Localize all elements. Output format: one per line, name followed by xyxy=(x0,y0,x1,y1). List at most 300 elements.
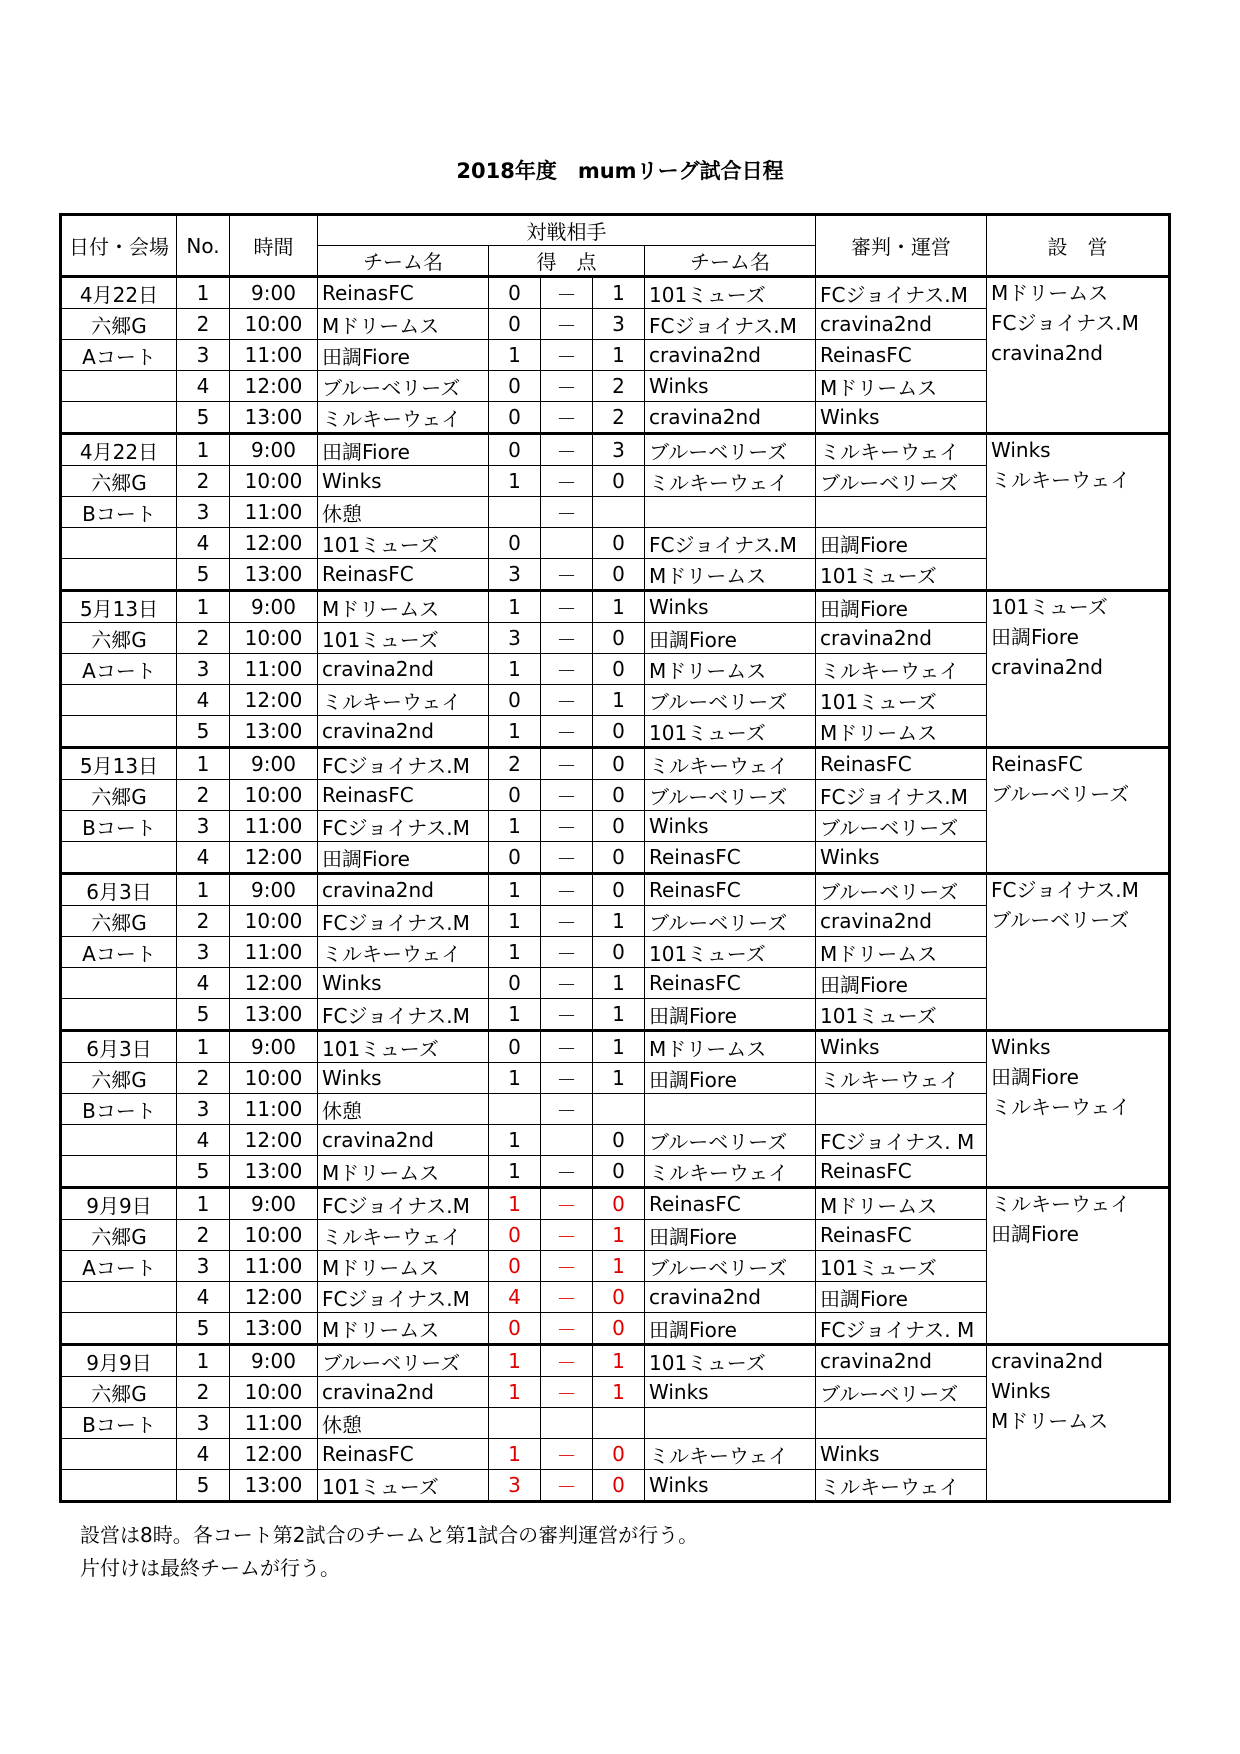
match-no: 3 xyxy=(177,654,230,685)
match-no: 1 xyxy=(177,748,230,780)
team1-name: ブルーベリーズ xyxy=(318,1345,489,1377)
team2-name xyxy=(645,497,816,528)
team2-name: ミルキーウェイ xyxy=(645,466,816,497)
score-separator: － xyxy=(541,1031,593,1063)
score-separator: － xyxy=(541,780,593,811)
referee-team: Mドリームス xyxy=(816,1188,987,1220)
table-row xyxy=(61,748,1170,780)
team1-name: 101ミューズ xyxy=(318,623,489,654)
score-separator: － xyxy=(541,591,593,623)
score-home: 1 xyxy=(489,1063,541,1094)
team2-name: Winks xyxy=(645,591,816,623)
score-away: 3 xyxy=(593,434,645,466)
match-time: 11:00 xyxy=(230,1251,318,1282)
match-no: 3 xyxy=(177,937,230,968)
referee-team: ミルキーウェイ xyxy=(816,1063,987,1094)
score-home: 1 xyxy=(489,874,541,906)
score-away: 1 xyxy=(593,1345,645,1377)
match-time: 10:00 xyxy=(230,623,318,654)
match-time: 10:00 xyxy=(230,466,318,497)
setup-teams xyxy=(987,874,1170,1031)
score-separator: － xyxy=(541,340,593,371)
match-time: 12:00 xyxy=(230,968,318,999)
match-time: 11:00 xyxy=(230,654,318,685)
team2-name xyxy=(645,1408,816,1439)
referee-team: 田調Fiore xyxy=(816,1282,987,1313)
score-separator: － xyxy=(541,1188,593,1220)
referee-team: ブルーベリーズ xyxy=(816,811,987,842)
team1-name: 休憩 xyxy=(318,1408,489,1439)
header-referee: 審判・運営 xyxy=(816,215,987,277)
team1-name: ReinasFC xyxy=(318,780,489,811)
score-away: 1 xyxy=(593,1063,645,1094)
referee-team: ReinasFC xyxy=(816,1156,987,1188)
setup-team: 田調Fiore xyxy=(991,1065,1079,1089)
match-no: 4 xyxy=(177,1125,230,1156)
team1-name: 休憩 xyxy=(318,497,489,528)
score-away: 2 xyxy=(593,402,645,434)
score-home: 0 xyxy=(489,780,541,811)
match-time: 13:00 xyxy=(230,999,318,1031)
score-away: 0 xyxy=(593,528,645,559)
date-venue-cell: 4月22日 xyxy=(61,434,177,466)
referee-team: Winks xyxy=(816,1439,987,1470)
setup-team: ReinasFC xyxy=(991,752,1083,776)
score-separator: － xyxy=(541,1094,593,1125)
setup-team: 田調Fiore xyxy=(991,625,1079,649)
date-venue-cell: 六郷G xyxy=(61,309,177,340)
setup-teams xyxy=(987,591,1170,748)
setup-team: Mドリームス xyxy=(991,1409,1109,1433)
score-away: 1 xyxy=(593,906,645,937)
score-home xyxy=(489,497,541,528)
team2-name: 田調Fiore xyxy=(645,1220,816,1251)
match-time: 9:00 xyxy=(230,434,318,466)
score-away: 0 xyxy=(593,1282,645,1313)
date-venue-cell xyxy=(61,1470,177,1502)
date-venue-cell: Bコート xyxy=(61,1408,177,1439)
score-home: 0 xyxy=(489,402,541,434)
referee-team: cravina2nd xyxy=(816,623,987,654)
score-separator: － xyxy=(541,1063,593,1094)
score-home: 1 xyxy=(489,654,541,685)
score-home: 1 xyxy=(489,340,541,371)
score-separator: － xyxy=(541,623,593,654)
score-away xyxy=(593,497,645,528)
referee-team: ミルキーウェイ xyxy=(816,654,987,685)
match-no: 4 xyxy=(177,528,230,559)
score-home: 1 xyxy=(489,999,541,1031)
referee-team xyxy=(816,1094,987,1125)
team1-name: cravina2nd xyxy=(318,1377,489,1408)
team1-name: 101ミューズ xyxy=(318,1470,489,1502)
match-time: 9:00 xyxy=(230,1345,318,1377)
header-date-venue: 日付・会場 xyxy=(61,215,177,277)
date-venue-cell: 六郷G xyxy=(61,1220,177,1251)
score-separator: － xyxy=(541,1156,593,1188)
score-away: 0 xyxy=(593,937,645,968)
match-time: 9:00 xyxy=(230,874,318,906)
team1-name: cravina2nd xyxy=(318,716,489,748)
team2-name: Winks xyxy=(645,811,816,842)
score-home: 0 xyxy=(489,968,541,999)
table-row xyxy=(61,1188,1170,1220)
page-title: 2018年度 mumリーグ試合日程 xyxy=(456,159,784,183)
setup-team: ブルーベリーズ xyxy=(991,908,1130,932)
match-no: 2 xyxy=(177,1220,230,1251)
date-venue-cell xyxy=(61,1156,177,1188)
date-venue-cell: 4月22日 xyxy=(61,277,177,309)
score-separator: － xyxy=(541,685,593,716)
score-home: 1 xyxy=(489,466,541,497)
score-home: 0 xyxy=(489,685,541,716)
match-no: 5 xyxy=(177,716,230,748)
date-venue-cell: 六郷G xyxy=(61,780,177,811)
setup-team: ミルキーウェイ xyxy=(991,1192,1131,1216)
score-separator: － xyxy=(541,874,593,906)
match-no: 5 xyxy=(177,999,230,1031)
score-away: 1 xyxy=(593,1220,645,1251)
date-venue-cell: 5月13日 xyxy=(61,748,177,780)
score-away: 1 xyxy=(593,277,645,309)
match-time: 13:00 xyxy=(230,1470,318,1502)
match-no: 5 xyxy=(177,1156,230,1188)
referee-team: 101ミューズ xyxy=(816,685,987,716)
referee-team: Mドリームス xyxy=(816,716,987,748)
date-venue-cell: Bコート xyxy=(61,811,177,842)
score-home: 1 xyxy=(489,716,541,748)
score-home: 1 xyxy=(489,1125,541,1156)
score-home: 0 xyxy=(489,1313,541,1345)
match-no: 4 xyxy=(177,685,230,716)
table-row xyxy=(61,591,1170,623)
match-time: 9:00 xyxy=(230,591,318,623)
score-away: 1 xyxy=(593,340,645,371)
score-separator: － xyxy=(541,1470,593,1502)
match-time: 11:00 xyxy=(230,1094,318,1125)
match-no: 5 xyxy=(177,402,230,434)
score-away: 0 xyxy=(593,748,645,780)
score-away: 0 xyxy=(593,559,645,591)
date-venue-cell xyxy=(61,1439,177,1470)
team2-name: Mドリームス xyxy=(645,559,816,591)
date-venue-cell xyxy=(61,842,177,874)
match-time: 13:00 xyxy=(230,559,318,591)
date-venue-cell xyxy=(61,559,177,591)
team2-name: cravina2nd xyxy=(645,340,816,371)
team2-name: ReinasFC xyxy=(645,874,816,906)
score-separator: － xyxy=(541,1377,593,1408)
date-venue-cell xyxy=(61,685,177,716)
team1-name: Mドリームス xyxy=(318,309,489,340)
score-separator: － xyxy=(541,497,593,528)
team1-name: Mドリームス xyxy=(318,591,489,623)
setup-team: cravina2nd xyxy=(991,655,1103,679)
setup-team: FCジョイナス.M xyxy=(991,311,1139,335)
team2-name: FCジョイナス.M xyxy=(645,309,816,340)
match-no: 4 xyxy=(177,1282,230,1313)
match-time: 10:00 xyxy=(230,309,318,340)
header-time: 時間 xyxy=(230,215,318,277)
match-no: 3 xyxy=(177,811,230,842)
date-venue-cell: Aコート xyxy=(61,937,177,968)
note-line: 設営は8時。各コート第2試合のチームと第1試合の審判運営が行う。 xyxy=(80,1523,699,1547)
score-away: 0 xyxy=(593,1313,645,1345)
score-away: 3 xyxy=(593,309,645,340)
team2-name: cravina2nd xyxy=(645,1282,816,1313)
team1-name: FCジョイナス.M xyxy=(318,1282,489,1313)
match-time: 13:00 xyxy=(230,1156,318,1188)
match-time: 11:00 xyxy=(230,1408,318,1439)
match-no: 2 xyxy=(177,780,230,811)
score-away: 0 xyxy=(593,1439,645,1470)
notes xyxy=(80,1519,698,1585)
score-home: 0 xyxy=(489,1031,541,1063)
referee-team: Winks xyxy=(816,1031,987,1063)
date-venue-cell: Aコート xyxy=(61,654,177,685)
referee-team: ミルキーウェイ xyxy=(816,1470,987,1502)
header-team1: チーム名 xyxy=(318,246,489,277)
score-away: 0 xyxy=(593,654,645,685)
referee-team: 101ミューズ xyxy=(816,559,987,591)
score-away: 0 xyxy=(593,623,645,654)
date-venue-cell: 9月9日 xyxy=(61,1188,177,1220)
score-away: 0 xyxy=(593,842,645,874)
team2-name: FCジョイナス.M xyxy=(645,528,816,559)
team1-name: 田調Fiore xyxy=(318,842,489,874)
date-venue-cell xyxy=(61,1313,177,1345)
score-home: 0 xyxy=(489,309,541,340)
team2-name: 田調Fiore xyxy=(645,1313,816,1345)
team1-name: 101ミューズ xyxy=(318,528,489,559)
date-venue-cell: 5月13日 xyxy=(61,591,177,623)
score-home: 1 xyxy=(489,937,541,968)
match-time: 12:00 xyxy=(230,842,318,874)
match-time: 10:00 xyxy=(230,906,318,937)
match-time: 12:00 xyxy=(230,1125,318,1156)
date-venue-cell: Aコート xyxy=(61,340,177,371)
date-venue-cell xyxy=(61,968,177,999)
match-no: 2 xyxy=(177,623,230,654)
score-home: 4 xyxy=(489,1282,541,1313)
referee-team: FCジョイナス.M xyxy=(816,780,987,811)
setup-teams xyxy=(987,434,1170,591)
score-separator: － xyxy=(541,906,593,937)
team2-name: ブルーベリーズ xyxy=(645,685,816,716)
team1-name: FCジョイナス.M xyxy=(318,811,489,842)
match-no: 2 xyxy=(177,1063,230,1094)
team2-name: ミルキーウェイ xyxy=(645,1156,816,1188)
score-home: 0 xyxy=(489,434,541,466)
score-away: 0 xyxy=(593,811,645,842)
score-away: 0 xyxy=(593,1156,645,1188)
table-row xyxy=(61,434,1170,466)
team1-name: FCジョイナス.M xyxy=(318,906,489,937)
score-separator: － xyxy=(541,811,593,842)
referee-team: 101ミューズ xyxy=(816,999,987,1031)
match-time: 9:00 xyxy=(230,1031,318,1063)
team2-name: 101ミューズ xyxy=(645,277,816,309)
setup-team: cravina2nd xyxy=(991,341,1103,365)
score-separator: － xyxy=(541,1220,593,1251)
schedule-table xyxy=(59,213,1171,1503)
referee-team: ReinasFC xyxy=(816,748,987,780)
match-no: 2 xyxy=(177,309,230,340)
score-separator: － xyxy=(541,842,593,874)
match-no: 1 xyxy=(177,1031,230,1063)
setup-teams xyxy=(987,1345,1170,1502)
match-no: 2 xyxy=(177,1377,230,1408)
score-home xyxy=(489,1094,541,1125)
team2-name: 田調Fiore xyxy=(645,1063,816,1094)
team2-name: 101ミューズ xyxy=(645,716,816,748)
date-venue-cell xyxy=(61,1282,177,1313)
score-home: 1 xyxy=(489,1439,541,1470)
team2-name: Mドリームス xyxy=(645,654,816,685)
team2-name xyxy=(645,1094,816,1125)
match-time: 9:00 xyxy=(230,748,318,780)
table-row xyxy=(61,874,1170,906)
setup-team: ブルーベリーズ xyxy=(991,782,1130,806)
score-home: 1 xyxy=(489,1188,541,1220)
score-home: 3 xyxy=(489,559,541,591)
match-time: 11:00 xyxy=(230,340,318,371)
referee-team: 田調Fiore xyxy=(816,528,987,559)
referee-team: cravina2nd xyxy=(816,1345,987,1377)
score-away xyxy=(593,1094,645,1125)
date-venue-cell xyxy=(61,402,177,434)
setup-team: FCジョイナス.M xyxy=(991,878,1139,902)
score-away: 1 xyxy=(593,1377,645,1408)
team1-name: Mドリームス xyxy=(318,1251,489,1282)
match-no: 3 xyxy=(177,1094,230,1125)
team1-name: 田調Fiore xyxy=(318,434,489,466)
match-no: 3 xyxy=(177,497,230,528)
match-no: 4 xyxy=(177,371,230,402)
match-no: 5 xyxy=(177,1470,230,1502)
setup-team: Winks xyxy=(991,1035,1051,1059)
score-home: 1 xyxy=(489,906,541,937)
score-home: 3 xyxy=(489,623,541,654)
match-no: 3 xyxy=(177,1251,230,1282)
score-home: 3 xyxy=(489,1470,541,1502)
setup-team: 101ミューズ xyxy=(991,595,1108,619)
team2-name: Winks xyxy=(645,371,816,402)
score-separator: － xyxy=(541,371,593,402)
match-time: 9:00 xyxy=(230,1188,318,1220)
team2-name: cravina2nd xyxy=(645,402,816,434)
date-venue-cell: 6月3日 xyxy=(61,1031,177,1063)
match-no: 1 xyxy=(177,434,230,466)
date-venue-cell: 六郷G xyxy=(61,466,177,497)
team1-name: ミルキーウェイ xyxy=(318,685,489,716)
referee-team: ミルキーウェイ xyxy=(816,434,987,466)
date-venue-cell: 六郷G xyxy=(61,1377,177,1408)
match-time: 11:00 xyxy=(230,497,318,528)
score-separator: － xyxy=(541,309,593,340)
date-venue-cell xyxy=(61,999,177,1031)
team1-name: ブルーベリーズ xyxy=(318,371,489,402)
team1-name: ReinasFC xyxy=(318,1439,489,1470)
referee-team: Mドリームス xyxy=(816,371,987,402)
score-separator: － xyxy=(541,999,593,1031)
score-separator: － xyxy=(541,716,593,748)
score-away: 1 xyxy=(593,591,645,623)
referee-team: 田調Fiore xyxy=(816,968,987,999)
match-no: 4 xyxy=(177,842,230,874)
team2-name: ブルーベリーズ xyxy=(645,434,816,466)
team1-name: 休憩 xyxy=(318,1094,489,1125)
date-venue-cell xyxy=(61,371,177,402)
match-time: 12:00 xyxy=(230,1282,318,1313)
match-time: 13:00 xyxy=(230,1313,318,1345)
score-home: 2 xyxy=(489,748,541,780)
score-home xyxy=(489,1408,541,1439)
referee-team: Winks xyxy=(816,842,987,874)
referee-team: ブルーベリーズ xyxy=(816,874,987,906)
referee-team: Winks xyxy=(816,402,987,434)
score-away: 0 xyxy=(593,716,645,748)
score-separator: － xyxy=(541,1313,593,1345)
score-home: 1 xyxy=(489,1156,541,1188)
team1-name: ReinasFC xyxy=(318,559,489,591)
team1-name: ミルキーウェイ xyxy=(318,402,489,434)
match-time: 12:00 xyxy=(230,528,318,559)
team2-name: ミルキーウェイ xyxy=(645,748,816,780)
score-separator: － xyxy=(541,402,593,434)
match-no: 5 xyxy=(177,559,230,591)
score-home: 1 xyxy=(489,591,541,623)
setup-team: Winks xyxy=(991,438,1051,462)
table-row xyxy=(61,1345,1170,1377)
team1-name: FCジョイナス.M xyxy=(318,999,489,1031)
date-venue-cell: 六郷G xyxy=(61,623,177,654)
team2-name: Winks xyxy=(645,1377,816,1408)
score-home: 1 xyxy=(489,811,541,842)
table-row xyxy=(61,277,1170,309)
score-home: 0 xyxy=(489,1220,541,1251)
match-no: 3 xyxy=(177,1408,230,1439)
date-venue-cell: 六郷G xyxy=(61,906,177,937)
date-venue-cell: 9月9日 xyxy=(61,1345,177,1377)
match-time: 13:00 xyxy=(230,716,318,748)
score-home: 0 xyxy=(489,1251,541,1282)
date-venue-cell xyxy=(61,1125,177,1156)
referee-team: ReinasFC xyxy=(816,1220,987,1251)
team2-name: ReinasFC xyxy=(645,1188,816,1220)
score-away: 0 xyxy=(593,466,645,497)
score-separator: － xyxy=(541,937,593,968)
score-away: 1 xyxy=(593,1031,645,1063)
score-away: 0 xyxy=(593,1470,645,1502)
team1-name: cravina2nd xyxy=(318,654,489,685)
header-opponent: 対戦相手 xyxy=(318,215,816,246)
team1-name: Mドリームス xyxy=(318,1156,489,1188)
setup-team: Winks xyxy=(991,1379,1051,1403)
score-separator: － xyxy=(541,559,593,591)
team1-name: cravina2nd xyxy=(318,1125,489,1156)
date-venue-cell: Bコート xyxy=(61,1094,177,1125)
date-venue-cell xyxy=(61,528,177,559)
team2-name: ミルキーウェイ xyxy=(645,1439,816,1470)
match-no: 1 xyxy=(177,1345,230,1377)
header-setup: 設 営 xyxy=(987,215,1170,277)
referee-team: FCジョイナス. M xyxy=(816,1313,987,1345)
match-time: 12:00 xyxy=(230,685,318,716)
score-separator xyxy=(541,1408,593,1439)
team2-name: ReinasFC xyxy=(645,842,816,874)
score-home: 0 xyxy=(489,528,541,559)
